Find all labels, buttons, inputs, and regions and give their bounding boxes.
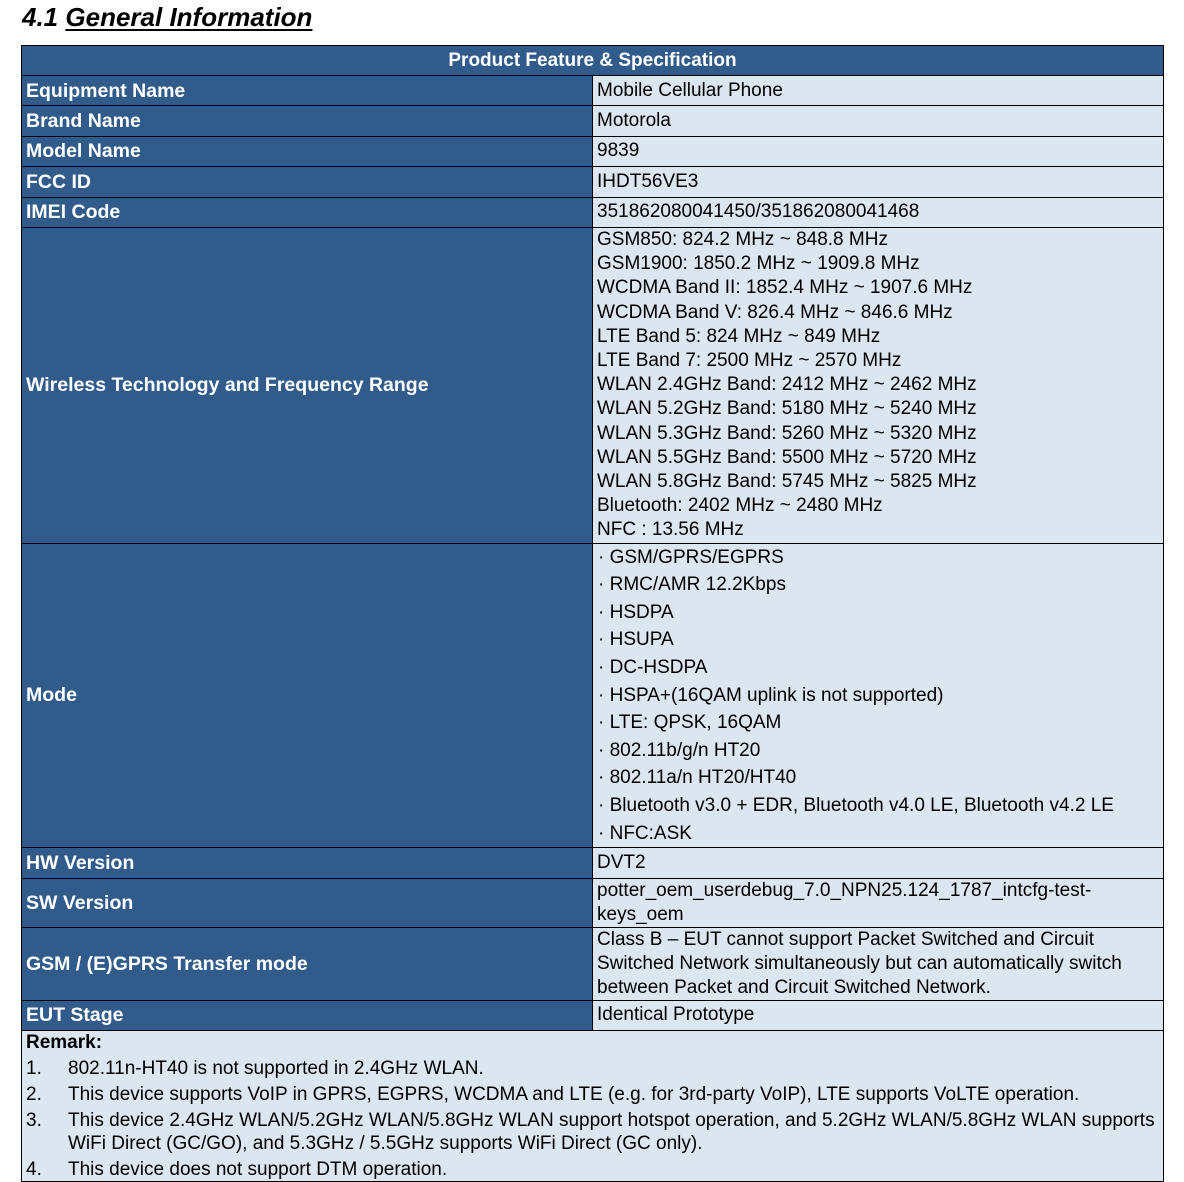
mode-list — [593, 543, 1164, 848]
remark-title: Remark: — [26, 1031, 103, 1053]
frequency-line: WLAN 2.4GHz Band: 2412 MHz ~ 2462 MHz — [597, 374, 977, 396]
frequency-line: WCDMA Band V: 826.4 MHz ~ 846.6 MHz — [597, 301, 953, 323]
row-value: Identical Prototype — [593, 1000, 1164, 1030]
table-row-model-name — [22, 136, 1164, 166]
frequency-line: GSM1900: 1850.2 MHz ~ 1909.8 MHz — [597, 253, 920, 275]
row-value: Mobile Cellular Phone — [593, 76, 1164, 106]
frequency-line: WLAN 5.5GHz Band: 5500 MHz ~ 5720 MHz — [597, 446, 977, 468]
table-row-gsm-transfer-mode — [22, 927, 1164, 1000]
table-row-sw-version — [22, 878, 1164, 927]
mode-item: · HSPA+(16QAM uplink is not supported) — [598, 684, 944, 706]
frequency-line: WLAN 5.3GHz Band: 5260 MHz ~ 5320 MHz — [597, 422, 977, 444]
mode-item: · HSUPA — [598, 629, 674, 651]
frequency-line: Bluetooth: 2402 MHz ~ 2480 MHz — [597, 495, 883, 517]
frequency-line: GSM850: 824.2 MHz ~ 848.8 MHz — [597, 228, 888, 250]
row-value: DVT2 — [593, 848, 1164, 878]
row-label: FCC ID — [22, 167, 593, 197]
remark-block — [22, 1030, 1164, 1181]
row-label: HW Version — [22, 848, 593, 878]
row-label: Mode — [22, 543, 593, 848]
mode-item: · Bluetooth v3.0 + EDR, Bluetooth v4.0 LE, Bluetooth v4.2 LE — [598, 794, 1114, 816]
row-value: potter_oem_userdebug_7.0_NPN25.124_1787_intcfg-test-keys_oem — [593, 878, 1164, 927]
row-label: Equipment Name — [22, 76, 593, 106]
table-header: Product Feature & Specification — [22, 46, 1164, 76]
remark-number: 2. — [26, 1083, 42, 1105]
frequency-line: WLAN 5.8GHz Band: 5745 MHz ~ 5825 MHz — [597, 470, 977, 492]
remark-text: This device does not support DTM operation. — [68, 1158, 448, 1180]
section-number: 4.1 — [22, 2, 59, 32]
row-label: GSM / (E)GPRS Transfer mode — [22, 927, 593, 1000]
remark-text: This device supports VoIP in GPRS, EGPRS, WCDMA and LTE (e.g. for 3rd-party VoIP), LTE supports VoLTE operation. — [68, 1083, 1080, 1105]
mode-item: · GSM/GPRS/EGPRS — [598, 546, 784, 568]
frequency-line: NFC : 13.56 MHz — [597, 519, 744, 541]
frequency-line: WCDMA Band II: 1852.4 MHz ~ 1907.6 MHz — [597, 277, 973, 299]
mode-item: · 802.11b/g/n HT20 — [598, 739, 761, 761]
remark-item — [26, 1057, 1159, 1080]
section-title: General Information — [65, 2, 313, 32]
remark-text: 802.11n-HT40 is not supported in 2.4GHz WLAN. — [68, 1057, 484, 1079]
table-row-brand-name — [22, 106, 1164, 136]
remark-number: 4. — [26, 1158, 42, 1180]
row-label: Model Name — [22, 136, 593, 166]
table-row-imei-code — [22, 197, 1164, 227]
frequency-line: LTE Band 5: 824 MHz ~ 849 MHz — [597, 325, 881, 347]
frequency-line: WLAN 5.2GHz Band: 5180 MHz ~ 5240 MHz — [597, 398, 977, 420]
mode-item: · RMC/AMR 12.2Kbps — [598, 574, 786, 596]
remark-number: 3. — [26, 1109, 42, 1131]
mode-item: · HSDPA — [598, 601, 674, 623]
remark-item — [26, 1158, 1159, 1181]
row-label: SW Version — [22, 878, 593, 927]
mode-item: · NFC:ASK — [598, 822, 692, 844]
remark-item — [26, 1083, 1159, 1106]
row-value: 9839 — [593, 136, 1164, 166]
remark-number: 1. — [26, 1057, 42, 1079]
row-label: IMEI Code — [22, 197, 593, 227]
section-heading — [22, 2, 312, 32]
table-row-fcc-id — [22, 167, 1164, 197]
table-row-frequency-range — [22, 227, 1164, 543]
table-row-hw-version — [22, 848, 1164, 878]
frequency-list — [593, 227, 1164, 543]
mode-item: · LTE: QPSK, 16QAM — [598, 712, 782, 734]
table-row-eut-stage — [22, 1000, 1164, 1030]
row-label: EUT Stage — [22, 1000, 593, 1030]
mode-item: · DC-HSDPA — [598, 656, 708, 678]
table-row-equipment-name — [22, 76, 1164, 106]
row-label: Wireless Technology and Frequency Range — [22, 227, 593, 543]
table-row-mode — [22, 543, 1164, 848]
mode-item: · 802.11a/n HT20/HT40 — [598, 767, 797, 789]
row-value: 351862080041450/351862080041468 — [593, 197, 1164, 227]
row-value: IHDT56VE3 — [593, 167, 1164, 197]
product-spec-table — [21, 45, 1164, 1182]
row-value: Class B – EUT cannot support Packet Switched and Circuit Switched Network simultaneously but can automatically switch between Packet and Circuit Switched Network. — [593, 927, 1164, 1000]
remark-item — [26, 1109, 1159, 1155]
remark-text: This device 2.4GHz WLAN/5.2GHz WLAN/5.8GHz WLAN support hotspot operation, and 5.2GHz WLAN/5.8GHz WLAN supports WiFi Direct (GC/GO), and 5.3GHz / 5.5GHz supports WiFi Direct (GC only). — [68, 1109, 1155, 1154]
table-row-remark — [22, 1030, 1164, 1181]
row-label: Brand Name — [22, 106, 593, 136]
frequency-line: LTE Band 7: 2500 MHz ~ 2570 MHz — [597, 349, 902, 371]
row-value: Motorola — [593, 106, 1164, 136]
